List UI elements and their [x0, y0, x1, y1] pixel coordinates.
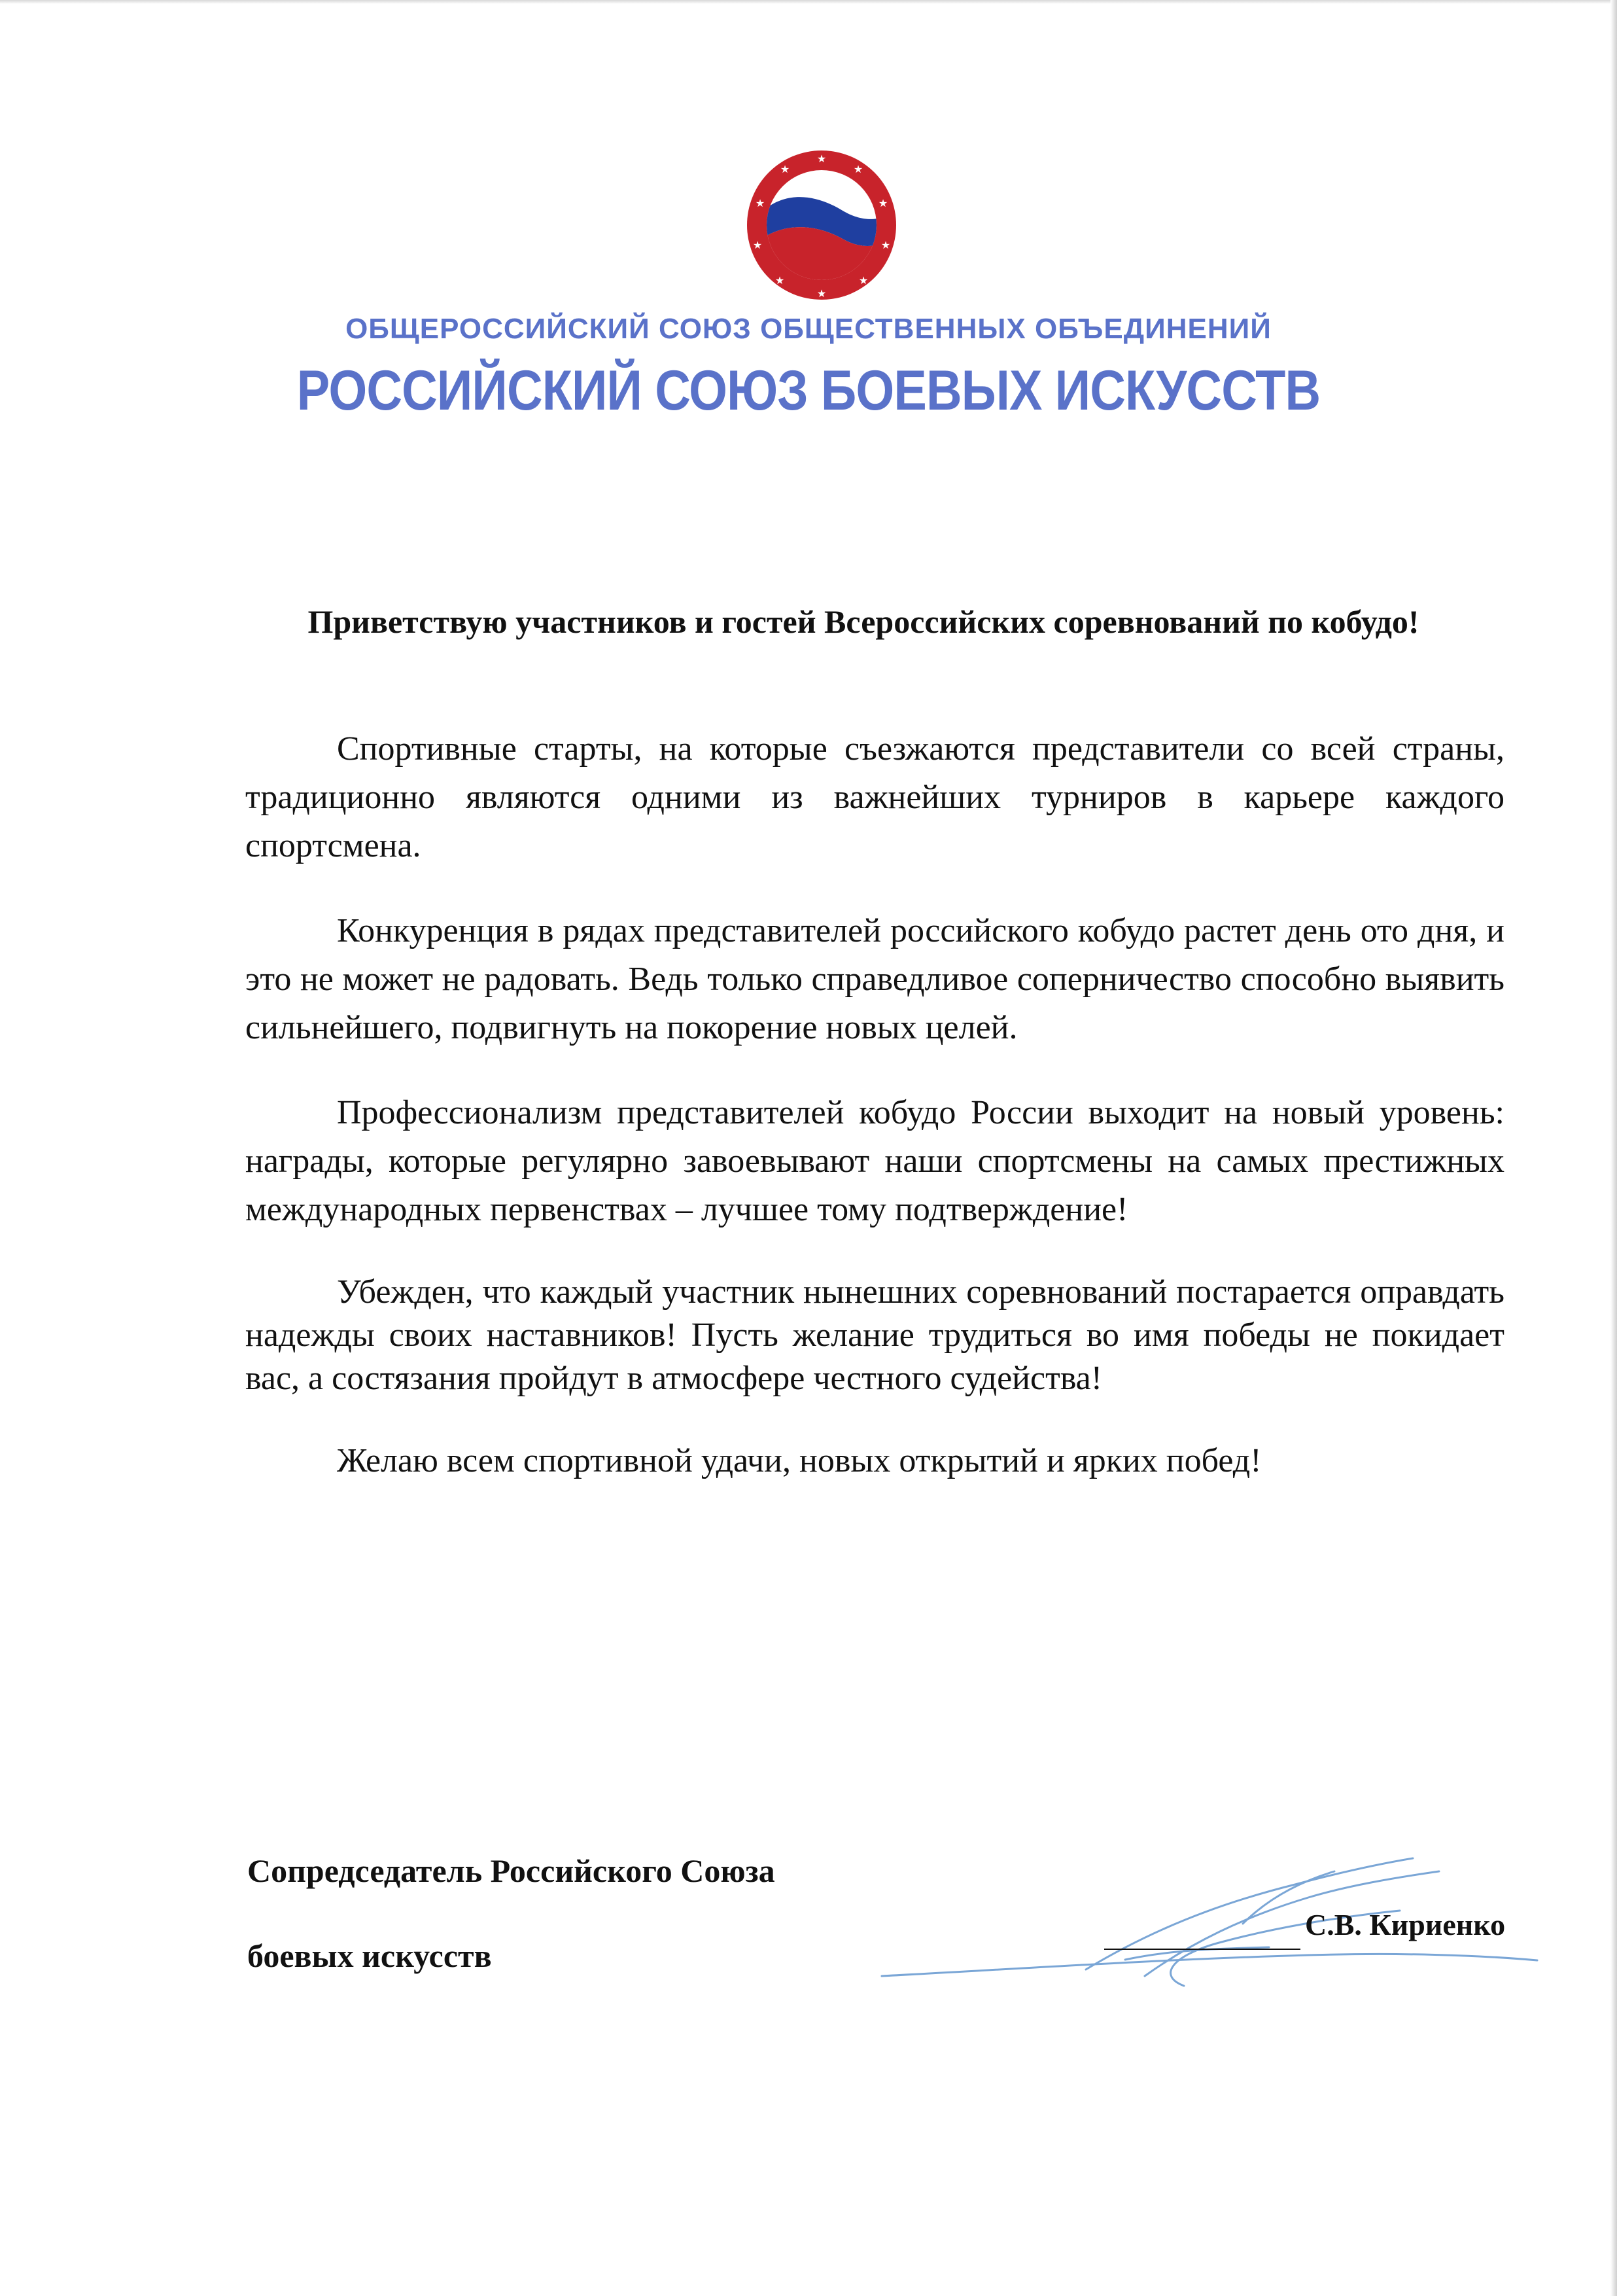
svg-text:★: ★	[858, 275, 869, 287]
organization-name: РОССИЙСКИЙ СОЮЗ БОЕВЫХ ИСКУССТВ	[296, 359, 1321, 422]
svg-text:★: ★	[780, 164, 790, 175]
letter-title: Приветствую участников и гостей Всероссийских соревнований по кобудо!	[307, 603, 1419, 640]
svg-text:★: ★	[752, 240, 763, 251]
letter-body	[245, 725, 1504, 1485]
letter-paragraph: Желаю всем спортивной удачи, новых открытий и ярких побед!	[337, 1442, 1262, 1479]
svg-text:★: ★	[755, 198, 765, 209]
svg-text:★: ★	[853, 164, 863, 175]
organization-federation-name: ОБЩЕРОССИЙСКИЙ СОЮЗ ОБЩЕСТВЕННЫХ ОБЪЕДИНЕНИЙ	[345, 313, 1272, 345]
letter-paragraph: Профессионализм представителей кобудо России выходит на новый уровень: награды, которые регулярно завоевывают наши спортсмены на самых престижных международных первенствах – лучшее тому подтверждение!	[245, 1094, 1504, 1228]
letter-paragraph: Спортивные старты, на которые съезжаются представители со всей страны, традиционно являются одними из важнейших турниров в карьере каждого спортсмена.	[245, 730, 1504, 864]
svg-text:★: ★	[880, 240, 891, 251]
svg-text:★: ★	[816, 289, 827, 300]
scan-edge-top	[0, 0, 1617, 4]
letter-paragraph: Убежден, что каждый участник нынешних соревнований постарается оправдать надежды своих наставников! Пусть желание трудиться во имя победы не покидает вас, а состязания пройдут в атмосфере честного судейства!	[245, 1273, 1504, 1397]
letter-paragraph: Конкуренция в рядах представителей российского кобудо растет день ото дня, и это не может не радовать. Ведь только справедливое соперничество способно выявить сильнейшего, подвигнуть на покорение новых целей.	[245, 912, 1504, 1046]
signer-position-line2: боевых искусств	[247, 1937, 492, 1974]
signer-position-line1: Сопредседатель Российского Союза	[247, 1852, 775, 1889]
svg-text:★: ★	[774, 275, 785, 287]
svg-text:★: ★	[816, 154, 827, 165]
svg-text:★: ★	[878, 198, 888, 209]
signer-name: С.В. Кириенко	[1305, 1908, 1506, 1941]
signature-line	[1104, 1949, 1300, 1950]
russian-flag-emblem-icon	[746, 149, 897, 301]
